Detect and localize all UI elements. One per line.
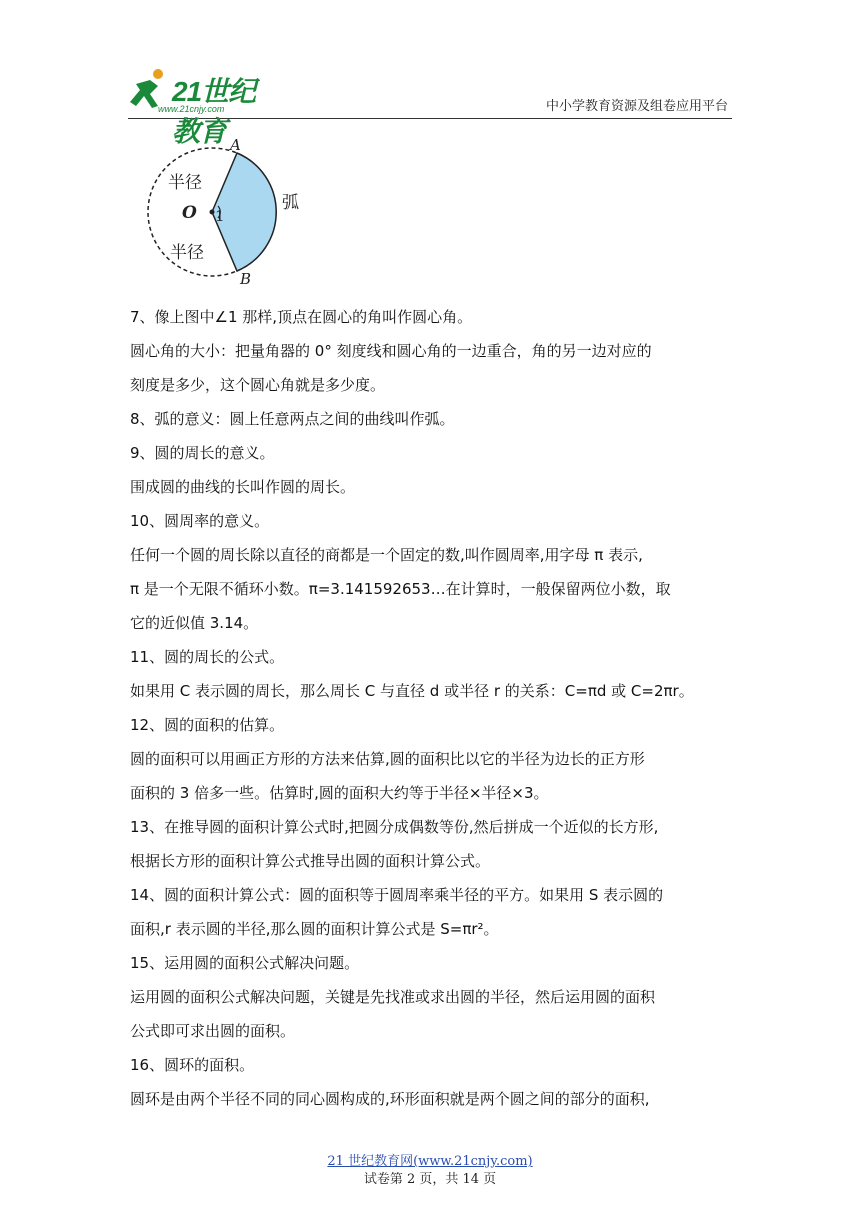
label-a: A bbox=[230, 136, 241, 154]
text-line: 围成圆的曲线的长叫作圆的周长。 bbox=[130, 478, 356, 496]
text-line: 14、圆的面积计算公式：圆的面积等于圆周率乘半径的平方。如果用 S 表示圆的 bbox=[130, 886, 664, 904]
logo bbox=[128, 66, 278, 147]
text-line: 12、圆的面积的估算。 bbox=[130, 716, 285, 734]
page-header bbox=[128, 64, 732, 147]
label-b: B bbox=[240, 270, 252, 288]
page-number: 试卷第 2 页，共 14 页 bbox=[363, 1172, 497, 1187]
text-line: 圆环是由两个半径不同的同心圆构成的,环形面积就是两个圆之间的部分的面积, bbox=[130, 1090, 650, 1108]
text-line: 运用圆的面积公式解决问题，关键是先找准或求出圆的半径，然后运用圆的面积 bbox=[130, 988, 656, 1006]
footer-link[interactable]: 21 世纪教育网(www.21cnjy.com) bbox=[327, 1154, 533, 1169]
circle-sector-figure bbox=[134, 134, 304, 290]
platform-label: 中小学教育资源及组卷应用平台 bbox=[545, 99, 728, 114]
label-o: O bbox=[182, 203, 197, 223]
text-line: 刻度是多少，这个圆心角就是多少度。 bbox=[130, 376, 386, 394]
document-body bbox=[130, 300, 736, 1116]
center-point bbox=[210, 210, 215, 215]
text-line: 9、圆的周长的意义。 bbox=[130, 444, 275, 462]
text-line: 任何一个圆的周长除以直径的商都是一个固定的数,叫作圆周率,用字母 π 表示, bbox=[130, 546, 643, 564]
text-line: 11、圆的周长的公式。 bbox=[130, 648, 285, 666]
text-line: 13、在推导圆的面积计算公式时,把圆分成偶数等份,然后拼成一个近似的长方形, bbox=[130, 818, 659, 836]
text-line: 根据长方形的面积计算公式推导出圆的面积计算公式。 bbox=[130, 852, 491, 870]
text-line: 16、圆环的面积。 bbox=[130, 1056, 255, 1074]
label-radius-top: 半径 bbox=[168, 173, 202, 193]
text-line: 公式即可求出圆的面积。 bbox=[130, 1022, 296, 1040]
label-radius-bottom: 半径 bbox=[170, 243, 204, 263]
text-line: 圆的面积可以用画正方形的方法来估算,圆的面积比以它的半径为边长的正方形 bbox=[130, 750, 645, 768]
text-line: π 是一个无限不循环小数。π=3.141592653…在计算时，一般保留两位小数，取 bbox=[130, 580, 671, 598]
logo-text: 21世纪教育 bbox=[172, 76, 256, 147]
text-line: 8、弧的意义：圆上任意两点之间的曲线叫作弧。 bbox=[130, 410, 455, 428]
text-line: 面积的 3 倍多一些。估算时,圆的面积大约等于半径×半径×3。 bbox=[130, 784, 549, 802]
text-line: 15、运用圆的面积公式解决问题。 bbox=[130, 954, 360, 972]
text-line: 面积,r 表示圆的半径,那么圆的面积计算公式是 S=πr²。 bbox=[130, 920, 499, 938]
text-line: 如果用 C 表示圆的周长，那么周长 C 与直径 d 或半径 r 的关系：C=πd 或 C=2πr。 bbox=[130, 682, 694, 700]
text-line: 圆心角的大小：把量角器的 0° 刻度线和圆心角的一边重合，角的另一边对应的 bbox=[130, 342, 652, 360]
label-arc: 弧 bbox=[282, 193, 299, 213]
label-angle: 1 bbox=[215, 207, 225, 225]
text-line: 10、圆周率的意义。 bbox=[130, 512, 270, 530]
text-line: 它的近似值 3.14。 bbox=[130, 614, 259, 632]
logo-url: www.21cnjy.com bbox=[158, 104, 225, 114]
text-line: 7、像上图中∠1 那样,顶点在圆心的角叫作圆心角。 bbox=[130, 308, 473, 326]
